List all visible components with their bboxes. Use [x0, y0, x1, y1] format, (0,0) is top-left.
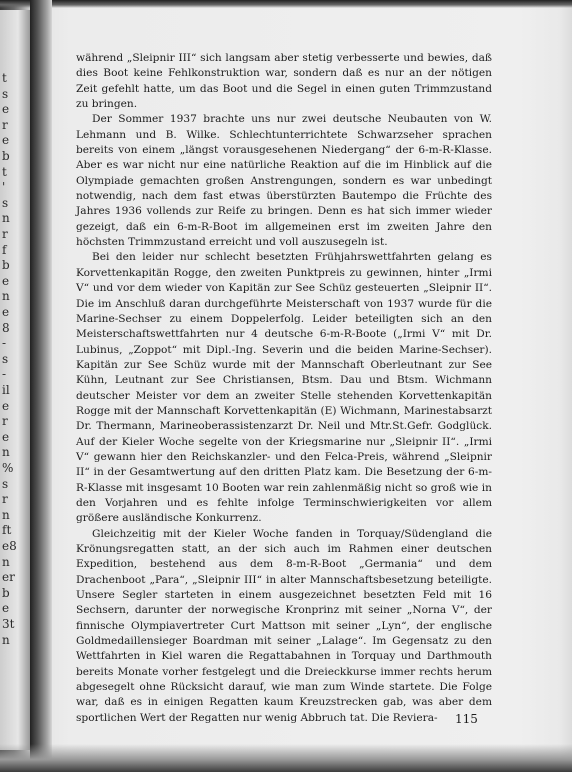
left-page-fragment: -: [2, 336, 7, 351]
left-page-fragment: s: [2, 195, 9, 210]
left-page-fragment: er: [2, 570, 15, 585]
left-page-fragment: s: [2, 351, 9, 366]
book-gutter: [30, 0, 52, 772]
bottom-edge-shadow: [0, 744, 572, 772]
left-page-fragment: ft: [2, 523, 12, 538]
left-page-fragment: r: [2, 117, 8, 132]
left-page-fragment: 3t: [2, 617, 15, 631]
left-page-fragment: e: [2, 102, 10, 117]
left-page-fragment: %: [2, 461, 14, 475]
left-page-fragment: e: [2, 398, 10, 413]
paragraph-4: Gleichzeitig mit der Kieler Woche fanden in Torquay/Südengland die Krönungsregatten statt, an der sich auch im Rahmen einer deutschen Expedition, bestehend aus dem 8-m-R-Boot „Germania“ und dem Drachenboot „Para“, „Sleipnir III“ in alter Mannschaftsbesetzung beteiligte. Unsere Segler starteten in einem ausgezeichnet besetzten Feld mit 16 Sechsern, darunter der norwegische Kronprinz mit seiner „Norna V“, der finnische Olympiavertreter Curt Mattson mit seiner „Lyn“, der englische Goldmedaillensieger Boardman mit seiner „Lalage“. Im Gegensatz zu den Wettfahrten in Kiel waren die Regattabahnen in Torquay und Darthmouth bereits Monate vorher festgelegt und die Dreieckkurse immer rechts herum abgesegelt ohne Rücksicht darauf, wie man zum Winde startete. Die Folge war, daß es in einigen Regatten kaum Kreuzstrecken gab, was aber dem sportlichen Wert der Regatten nur wenig Abbruch tat. Die Reviera-: [76, 527, 492, 724]
left-page-fragment: b: [2, 258, 10, 273]
left-page-fragment: n: [2, 445, 10, 460]
page-body: [76, 51, 492, 726]
left-page-fragment: r: [2, 492, 8, 507]
page-number: 115: [455, 712, 478, 726]
left-page-fragment: r: [2, 227, 8, 241]
left-page-fragment: e8: [2, 539, 17, 553]
paragraph-1: während „Sleipnir III“ sich langsam aber stetig verbesserte und bewies, daß dies Boot keine Fehlkonstruktion war, sondern daß es nur an der nötigen Zeit gefehlt hatte, um das Boot und die Segel in einen guten Trimmzustand zu bringen.: [76, 52, 492, 111]
top-edge-shadow: [0, 0, 572, 8]
left-page-edge: [0, 10, 30, 750]
left-page-fragment: e: [2, 601, 10, 616]
left-page-fragment: n: [2, 211, 10, 226]
left-page-fragment: -: [2, 367, 7, 382]
left-page-fragment: s: [2, 476, 9, 491]
left-page-fragment: n: [2, 632, 10, 647]
left-page-fragment: ': [2, 180, 6, 195]
left-page-fragment: b: [2, 585, 10, 600]
left-page-fragment: s: [2, 86, 9, 101]
left-page-fragment: t: [2, 164, 7, 179]
paragraph-2: Der Sommer 1937 brachte uns nur zwei deutsche Neubauten von W. Lehmann und B. Wilke. Schlechtunterrichtete Schwarzseher sprachen bereits von einem „längst vorausgesehenen Niedergang“ der 6-m-R-Klasse. Aber es war nicht nur eine natürliche Reaktion auf die im Hinblick auf die Olympiade gemachten großen Anstrengungen, sondern es war unbedingt notwendig, nach dem fast etwas überstürzten Bautempo die Früchte des Jahres 1936 vollends zur Reife zu bringen. Denn es hat sich immer wieder gezeigt, daß ein 6-m-R-Boot im allgemeinen erst im zweiten Jahre den höchsten Trimmzustand erreicht und voll auszusegeln ist.: [76, 113, 492, 249]
left-page-fragment: n: [2, 554, 10, 569]
left-page-fragment: e: [2, 305, 10, 319]
left-page-fragment: 8: [2, 320, 10, 335]
left-page-fragment: b: [2, 149, 10, 163]
left-page-fragment: e: [2, 133, 10, 148]
left-page-fragment: n: [2, 289, 10, 304]
left-page-fragment: f: [2, 242, 7, 257]
left-page-fragment: r: [2, 414, 8, 429]
left-page-fragment: e: [2, 273, 10, 288]
paragraph-3: Bei den leider nur schlecht besetzten Frühjahrswettfahrten gelang es Korvettenkapitän Rogge, den zweiten Punktpreis zu gewinnen, hinter „Irmi V“ und vor dem wieder von Kapitän zur See Schüz gesteuerten „Sleipnir II“. Die im Anschluß daran durchgeführte Meisterschaft von 1937 wurde für die Marine-Sechser zu einem Doppelerfolg. Leider beteiligten sich an den Meisterschaftswettfahrten nur 4 deutsche 6-m-R-Boote („Irmi V“ mit Dr. Lubinus, „Zoppot“ mit Dipl.-Ing. Severin und die beiden Marine-Sechser). Kapitän zur See Schüz wurde mit der Mannschaft Oberleutnant zur See Kühn, Leutnant zur See Christiansen, Btsm. Dau und Btsm. Wichmann deutscher Meister vor dem an zweiter Stelle stehenden Korvettenkapitän Rogge mit der Mannschaft Korvettenkapitän (E) Wichmann, Marinestabsarzt Dr. Thermann, Marineoberassistenzarzt Dr. Neil und Mtr.St.Gefr. Godglück. Auf der Kieler Woche segelte von der Kriegsmarine nur „Sleipnir II“. „Irmi V“ gewann hier den Reichskanzler- und den Felca-Preis, während „Sleipnir II“ in der Gesamtwertung auf den dritten Platz kam. Die Besetzung der 6-m-R-Klasse mit insgesamt 10 Booten war rein zahlenmäßig nicht so groß wie in den Vorjahren und es fehlte infolge Terminschwierigkeiten vor allem größere ausländische Konkurrenz.: [76, 251, 492, 525]
left-page-fragment: t: [2, 71, 7, 85]
left-page-fragment: il: [2, 383, 10, 397]
left-page-fragment: e: [2, 429, 10, 444]
left-page-fragment: n: [2, 507, 10, 522]
